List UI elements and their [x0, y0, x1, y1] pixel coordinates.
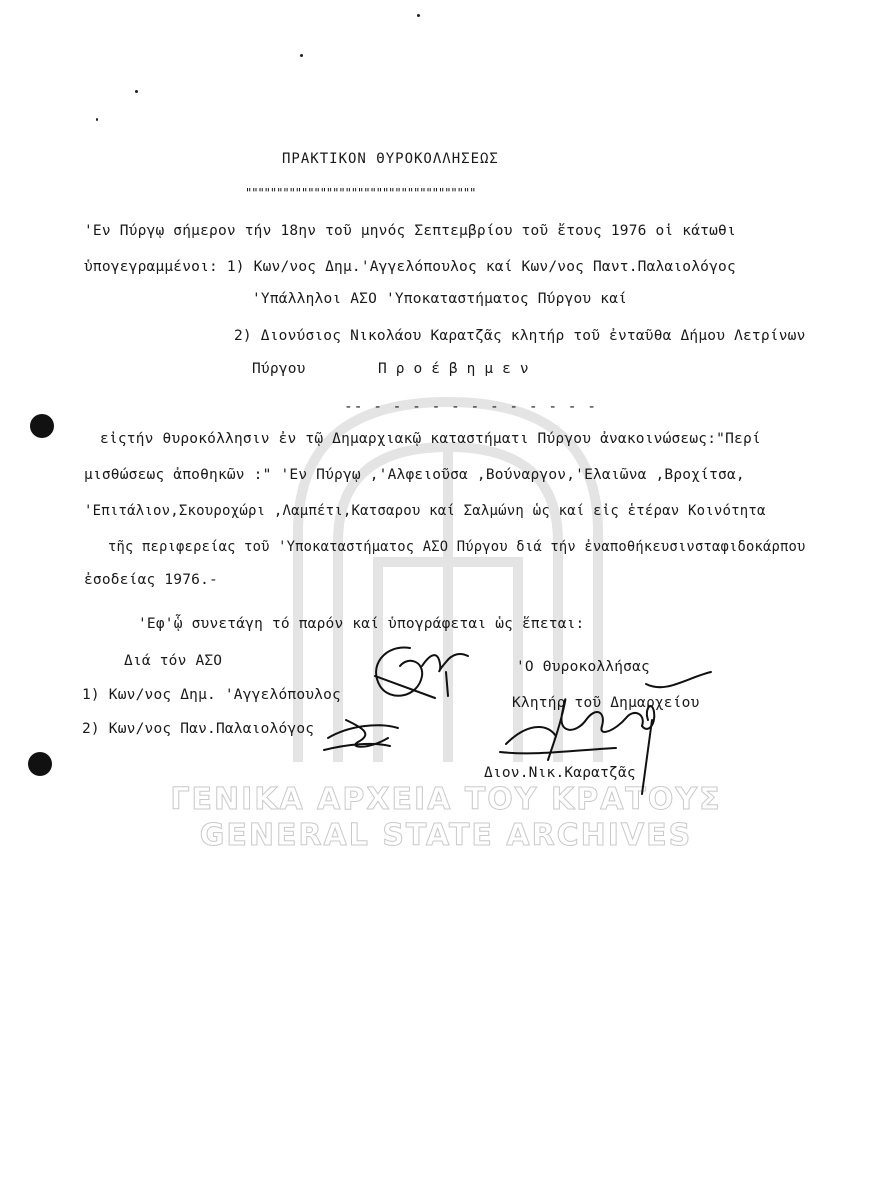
left-signature-heading: Διά τόν ΑΣΟ [124, 653, 223, 669]
watermark-english: GENERAL STATE ARCHIVES [199, 818, 693, 853]
body-line-6: εἰςτήν θυροκόλλησιν ἐν τῷ Δημαρχιακῷ καταστήματι Πύργου ἀνακοινώσεως:"Περί [100, 431, 761, 447]
body-line-4: 2) Διονύσιος Νικολάου Καρατζᾶς κλητήρ τοῦ ἐνταῦθα Δήμου Λετρίνων [234, 328, 806, 344]
body-line-proevimen: Προέβημεν [378, 361, 538, 377]
left-signatory-2: 2) Κων/νος Παν.Παλαιολόγος [82, 721, 315, 737]
punch-hole-top [30, 414, 54, 438]
speck [417, 14, 420, 17]
body-line-1: 'Εν Πύργῳ σήμερον τήν 18ην τοῦ μηνός Σεπτεμβρίου τοῦ ἔτους 1976 οἱ κάτωθι [84, 223, 736, 239]
signature-palaiologos [318, 708, 408, 758]
body-line-10: ἐσοδείας 1976.- [84, 572, 218, 588]
dash-rule: -- - - - - - - - - - - - - [344, 399, 597, 415]
body-line-7: μισθώσεως ἀποθηκῶν :" 'Εν Πύργῳ ,'Αλφειοῦσα ,Βούναργον,'Ελαιῶνα ,Βροχίτσα, [84, 467, 745, 483]
speck [135, 90, 138, 93]
speck [300, 54, 303, 57]
punch-hole-bottom [28, 752, 52, 776]
body-line-3: 'Υπάλληλοι ΑΣΟ 'Υποκαταστήματος Πύργου καί [252, 291, 628, 307]
document-title: ΠΡΑΚΤΙΚΟΝ ΘΥΡΟΚΟΛΛΗΣΕΩΣ [282, 151, 499, 167]
body-line-8: 'Επιτάλιον,Σκουροχώρι ,Λαμπέτι,Κατσαρου καί Σαλμώνη ὡς καί εἰς ἑτέραν Κοινότητα [84, 503, 766, 519]
title-underline: """"""""""""""""""""""""""""""""""""" [245, 186, 476, 200]
body-line-11: 'Εφ'ᾧ συνετάγη τό παρόν καί ὑπογράφεται ὡς ἕπεται: [138, 616, 585, 632]
body-line-5: Πύργου [252, 361, 306, 377]
body-line-2: ὑπογεγραμμένοι: 1) Κων/νος Δημ.'Αγγελόπουλος καί Κων/νος Παντ.Παλαιολόγος [84, 259, 736, 275]
body-line-9: τῆς περιφερείας τοῦ 'Υποκαταστήματος ΑΣΟ Πύργου διά τήν ἐναποθήκευσινσταφιδοκάρπου [108, 539, 806, 555]
signature-angelopoulos [360, 636, 480, 716]
right-signatory-role: Κλητήρ τοῦ Δημαρχείου [512, 695, 700, 711]
speck [96, 118, 98, 121]
watermark-greek: ΓΕΝΙΚΑ ΑΡΧΕΙΑ ΤΟΥ ΚΡΑΤΟΥΣ [170, 782, 722, 817]
signature-karatzas [496, 664, 726, 804]
right-signatory-name: Διον.Νικ.Καρατζᾶς [484, 765, 636, 781]
right-signature-heading: 'Ο Θυροκολλήσας [516, 659, 650, 675]
left-signatory-1: 1) Κων/νος Δημ. 'Αγγελόπουλος [82, 687, 341, 703]
